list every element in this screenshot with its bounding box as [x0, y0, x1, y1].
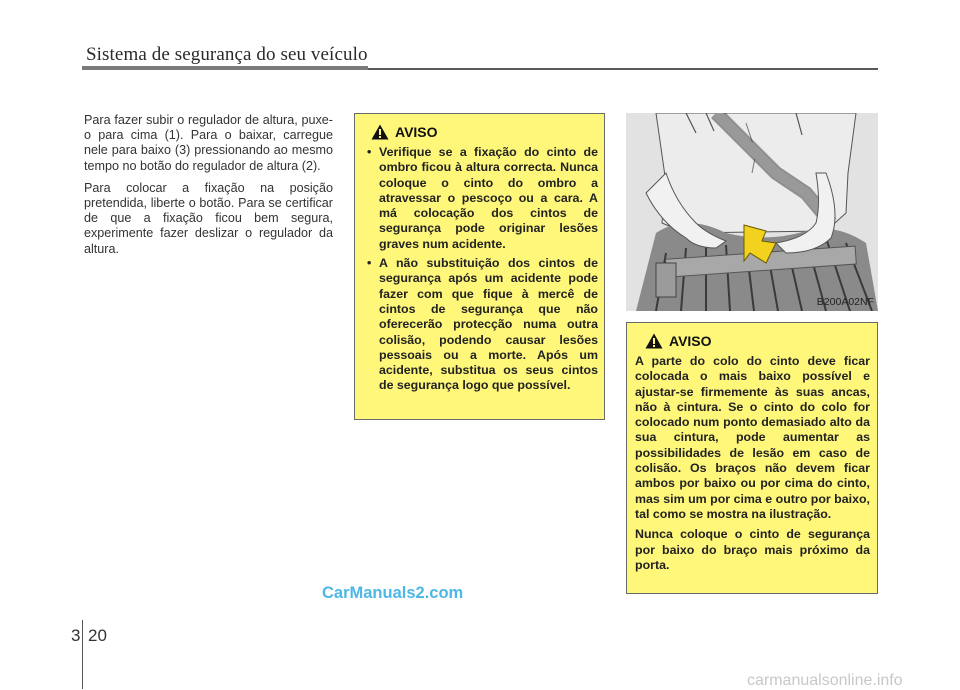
warning-triangle-icon — [645, 333, 663, 349]
warning-title-1: AVISO — [395, 124, 438, 140]
body-text-column — [84, 113, 333, 264]
warning-box-1 — [354, 113, 605, 420]
footer-divider — [82, 620, 83, 689]
warning-header-1 — [371, 124, 598, 140]
warning-item-2: • A não substituição dos cintos de segurança após um acidente pode fazer com que fique à mercê de cintos de segurança que não oferecerão protecção numa outra colisão, podendo causar lesões pessoais ou a morte. Após um acidente, substitua os seus cintos de segurança logo que possível. — [365, 256, 598, 394]
warning-2-paragraph-2: Nunca coloque o cinto de segurança por baixo do braço mais próximo da porta. — [635, 527, 870, 572]
seatbelt-figure — [626, 113, 878, 311]
warning-2-paragraph-1: A parte do colo do cinto deve ficar colocada o mais baixo possível e ajustar-se firmemente às suas ancas, não à cintura. Se o cinto do colo for colocado num ponto demasiado alto da sua cintura, pode aumentar as possibilidades de lesão em caso de colisão. Os braços não devem ficar ambos por baixo ou por cima do cinto, mas sim um por cima e outro por baixo, tal como se mostra na ilustração. — [635, 354, 870, 521]
page-number: 20 — [88, 626, 107, 645]
warning-list-1 — [365, 145, 598, 394]
body-paragraph-1: Para fazer subir o regulador de altura, puxe-o para cima (1). Para o baixar, carregue nele para baixo (3) pressionando ao mesmo tempo no botão do regulador de altura (2). — [84, 113, 333, 173]
warning-triangle-icon — [371, 124, 389, 140]
page-header-title: Sistema de segurança do seu veículo — [86, 44, 368, 65]
warning-item-1: • Verifique se a fixação do cinto de ombro ficou à altura correcta. Nunca coloque o cinto do ombro a atravessar o pescoço ou a cara. A má colocação dos cintos de segurança pode originar lesões graves num acidente. — [365, 145, 598, 252]
section-number: 3 — [71, 626, 81, 645]
seatbelt-illustration-icon — [626, 113, 878, 311]
header-rule-thin — [368, 68, 878, 70]
warning-title-2: AVISO — [669, 333, 712, 349]
figure-code: B200A02NF — [816, 296, 874, 308]
watermark-link[interactable]: CarManuals2.com — [322, 584, 464, 602]
warning-box-2 — [626, 322, 878, 594]
warning-header-2 — [645, 333, 870, 349]
body-paragraph-2: Para colocar a fixação na posição pretendida, liberte o botão. Para se certificar de que a fixação ficou bem segura, experimente fazer deslizar o regulador da altura. — [84, 180, 333, 256]
header-rule-thick — [82, 66, 368, 70]
site-watermark: carmanualsonline.info — [747, 672, 903, 689]
